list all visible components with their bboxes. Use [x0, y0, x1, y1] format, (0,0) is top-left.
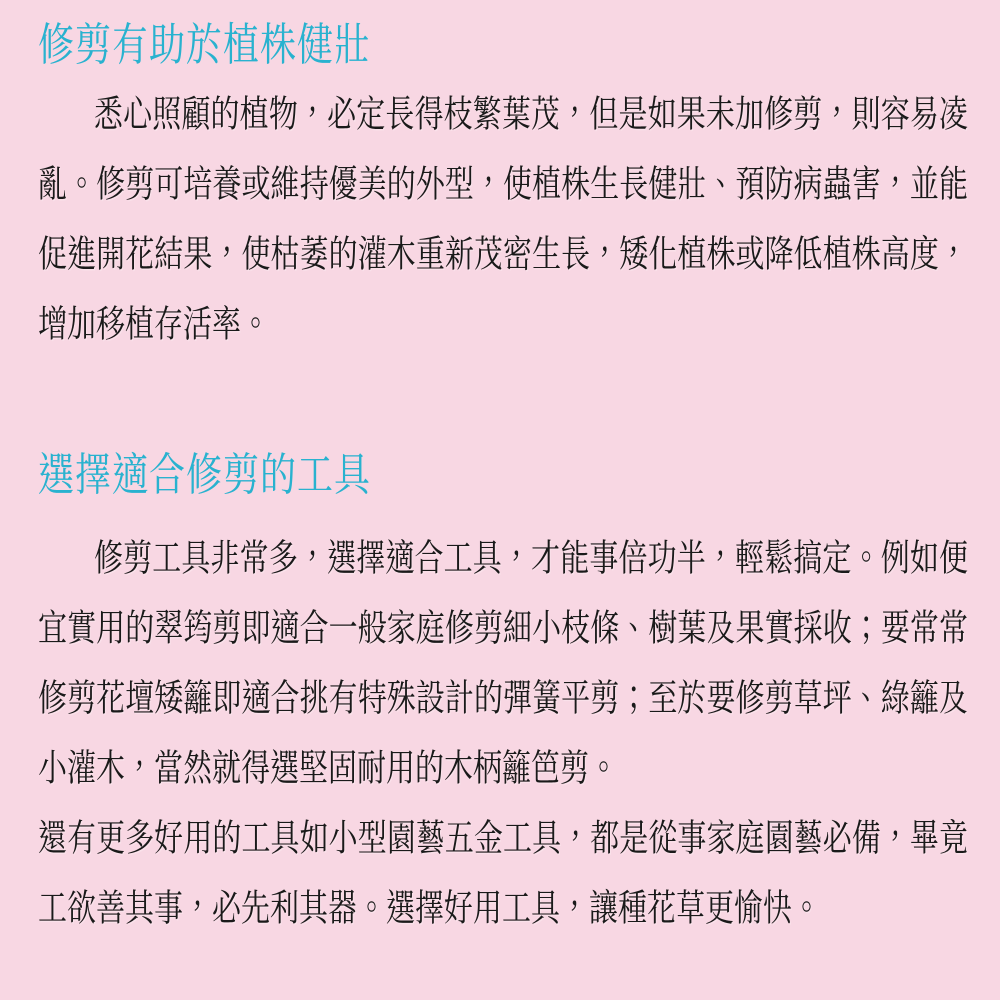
text-line: 修剪花壇矮籬即適合挑有特殊設計的彈簧平剪；至於要修剪草坪、綠籬及 — [38, 678, 968, 720]
text-line: 還有更多好用的工具如小型園藝五金工具，都是從事家庭園藝必備，畢竟 — [38, 818, 968, 860]
text-line: 工欲善其事，必先利其器。選擇好用工具，讓種花草更愉快。 — [38, 888, 822, 930]
text-line: 增加移植存活率。 — [38, 304, 271, 346]
section-1-paragraph-1 — [38, 80, 968, 360]
text-line: 小灌木，當然就得選堅固耐用的木柄籬笆剪。 — [38, 748, 619, 790]
text-line: 宜實用的翠筠剪即適合一般家庭修剪細小枝條、樹葉及果實採收；要常常 — [38, 608, 968, 650]
section-2-paragraph-2 — [38, 804, 968, 944]
section-2-heading — [38, 440, 968, 510]
text-line: 促進開花結果，使枯萎的灌木重新茂密生長，矮化植株或降低植株高度， — [38, 234, 968, 276]
section-1-heading-text: 修剪有助於植株健壯 — [38, 18, 372, 70]
section-2-heading-text: 選擇適合修剪的工具 — [38, 448, 372, 500]
text-line: 亂。修剪可培養或維持優美的外型，使植株生長健壯、預防病蟲害，並能 — [38, 164, 968, 206]
text-line: 悉心照顧的植物，必定長得枝繁葉茂，但是如果未加修剪，則容易凌 — [94, 94, 968, 136]
section-2-paragraph-1 — [38, 524, 968, 804]
text-line: 修剪工具非常多，選擇適合工具，才能事倍功半，輕鬆搞定。例如便 — [94, 538, 968, 580]
